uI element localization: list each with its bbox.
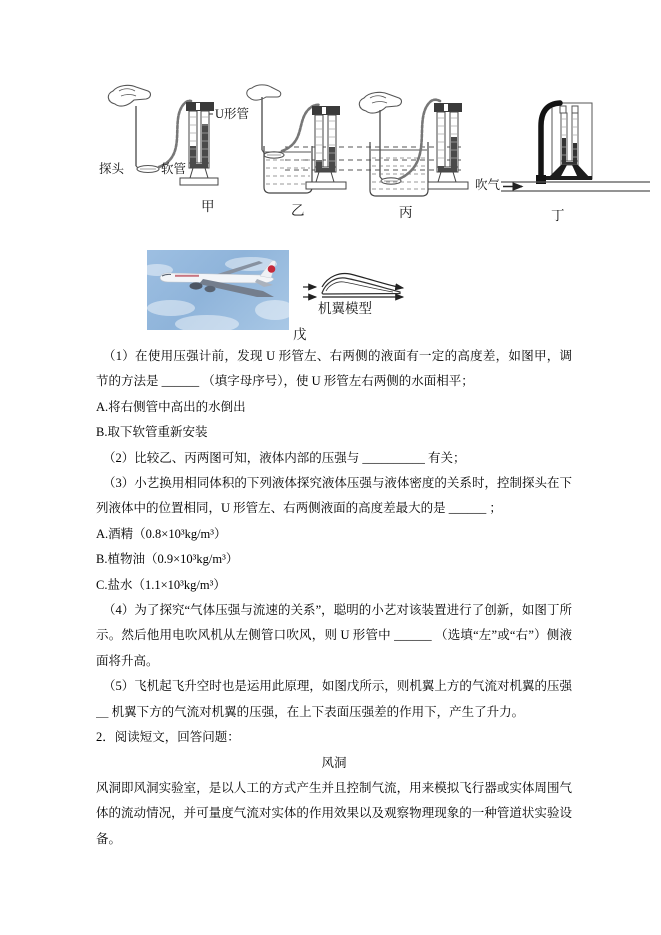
q3-option-a: A.酒精（0.8×10³kg/m³） bbox=[96, 526, 227, 541]
caption-jia: 甲 bbox=[201, 199, 215, 214]
blow-label: 吹气 bbox=[475, 178, 501, 192]
question-1-part-1: （1）在使用压强计前，发现 U 形管左、右两侧的液面有一定的高度差，如图甲，调节的方法是 ______ （填字母序号），使 U 形管左右两侧的水面相平； bbox=[96, 349, 572, 389]
black-tube bbox=[541, 103, 560, 180]
hand-sketch bbox=[247, 85, 281, 100]
apparatus-bing bbox=[359, 92, 468, 196]
soft-tube bbox=[399, 100, 440, 179]
caption-bing: 丙 bbox=[399, 205, 413, 220]
q3-option-c: C.盐水（1.1×10³kg/m³） bbox=[96, 577, 226, 592]
question-2-header: 2．阅读短文，回答问题： bbox=[96, 730, 240, 745]
liquid-right bbox=[329, 147, 335, 171]
airplane-photo bbox=[147, 250, 289, 330]
q1-option-a: A.将右侧管中高出的水倒出 bbox=[96, 399, 246, 414]
question-1-part-5: （5）飞机起飞升空时也是运用此原理，如图戊所示，则机翼上方的气流对机翼的压强 ＿ 机翼下方的气流对机翼的压强，在上下表面压强差的作用下，产生了升力。 bbox=[96, 679, 572, 719]
question-body bbox=[96, 344, 572, 852]
question-1-part-2: （2）比较乙、丙两图可知，液体内部的压强与 __________ 有关； bbox=[103, 450, 466, 465]
wing-model-label: 机翼模型 bbox=[318, 301, 372, 316]
u-tube-label: U形管 bbox=[215, 107, 250, 121]
question-1-part-3: （3）小艺换用相同体积的下列液体探究液体压强与液体密度的关系时，控制探头在下列液体中的位置相同，U 形管左、右两侧液面的高度差最大的是 ______ ； bbox=[96, 476, 572, 516]
engine bbox=[205, 286, 216, 292]
apparatus-ding bbox=[501, 103, 650, 191]
q1-option-b: B.取下软管重新安装 bbox=[96, 425, 208, 440]
q3-option-b: B.植物油（0.9×10³kg/m³） bbox=[96, 552, 239, 567]
caption-yi: 乙 bbox=[291, 203, 305, 218]
liquid-right bbox=[202, 124, 208, 167]
probe-label: 探头 bbox=[99, 162, 125, 176]
caption-ding: 丁 bbox=[551, 208, 565, 223]
engine bbox=[190, 282, 203, 289]
hose-label: 软管 bbox=[161, 162, 187, 176]
apparatus-figure bbox=[0, 0, 661, 240]
passage-title: 风洞 bbox=[321, 755, 347, 770]
caption-wu: 戊 bbox=[293, 327, 307, 342]
apparatus-yi bbox=[247, 85, 346, 193]
liquid-right bbox=[573, 143, 577, 164]
liquid-left bbox=[562, 138, 566, 164]
tail-logo bbox=[268, 265, 276, 273]
passage-text: 风洞即风洞实验室，是以人工的方式产生并且控制气流，用来模拟飞行器或实体周围气体的流动情况，并可量度气流对实体的作用效果以及观察物理现象的一种管道状实验设备。 bbox=[96, 780, 572, 846]
question-1-part-4: （4）为了探究“气体压强与流速的关系”，聪明的小艺对该装置进行了创新，如图丁所示。然后他用电吹风机从左侧管口吹风，则 U 形管中 ______ （选填“左”或“右”）侧液面将升高。 bbox=[96, 603, 572, 668]
